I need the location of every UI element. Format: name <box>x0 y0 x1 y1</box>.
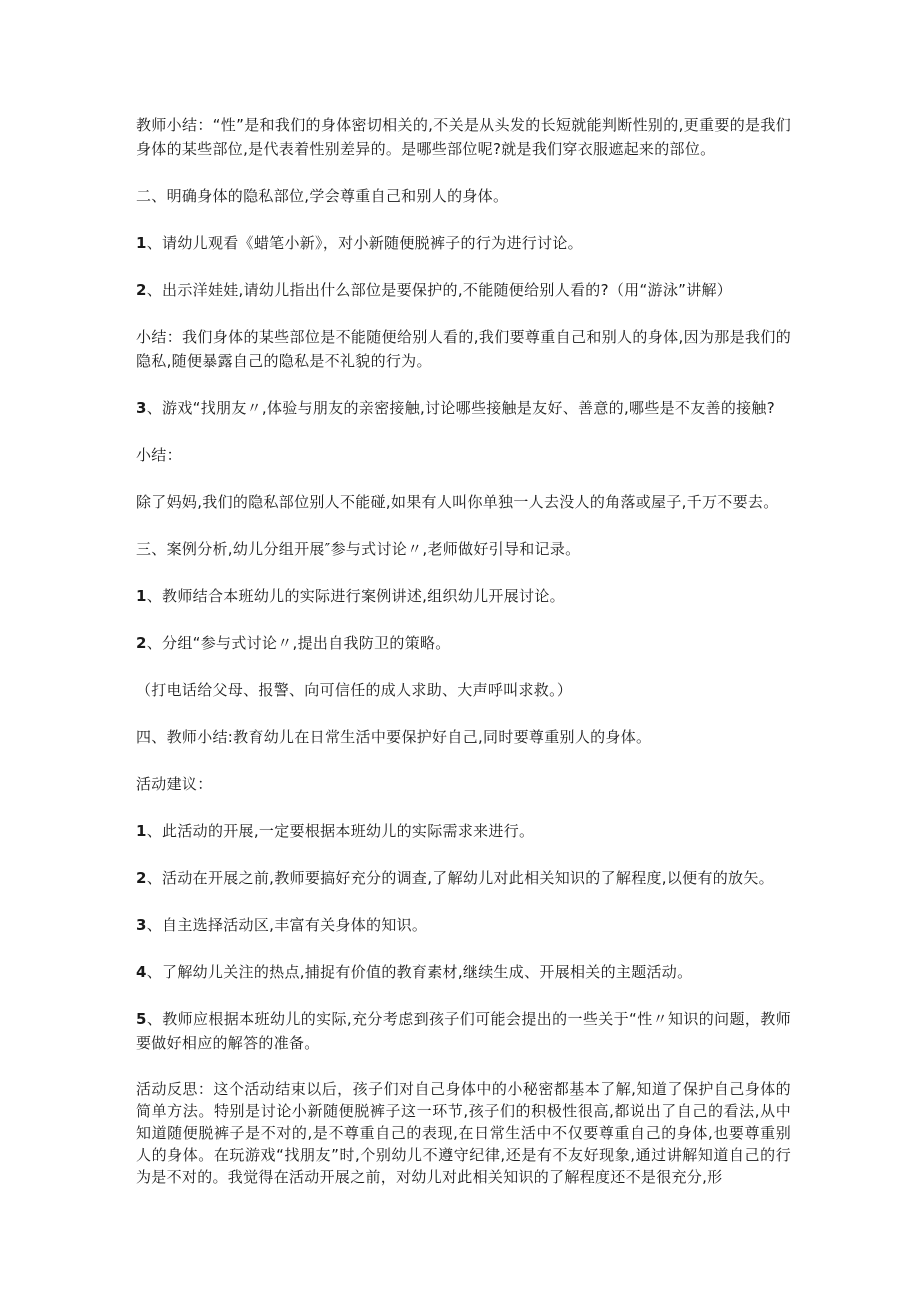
suggestions-heading <box>136 772 791 796</box>
item-number: 3 <box>136 916 147 934</box>
paragraph-text: 三、案例分析,幼儿分组开展″参与式讨论〃,老师做好引导和记录。 <box>136 540 581 558</box>
list-item <box>136 231 791 255</box>
paragraph-text: 除了妈妈,我们的隐私部位别人不能碰,如果有人叫你单独一人去没人的角落或屋子,千万不要去。 <box>136 493 779 511</box>
paragraph-text: 活动建议： <box>136 775 213 793</box>
section-3-heading <box>136 537 791 561</box>
paragraph-text: 、了解幼儿关注的热点,捕捉有价值的教育素材,继续生成、开展相关的主题活动。 <box>146 963 693 981</box>
paragraph-text: 、出示洋娃娃,请幼儿指出什么部位是要保护的,不能随便给别人看的?（用“游泳”讲解） <box>146 281 733 299</box>
paragraph-text: 、自主选择活动区,丰富有关身体的知识。 <box>146 916 428 934</box>
list-item <box>136 278 791 302</box>
list-item <box>136 1007 791 1055</box>
strategy-note <box>136 678 791 702</box>
list-item <box>136 584 791 608</box>
item-number: 2 <box>136 281 147 299</box>
paragraph-text: 小结： <box>136 446 182 464</box>
paragraph-text: 、分组“参与式讨论〃,提出自我防卫的策略。 <box>146 634 451 652</box>
summary-paragraph <box>136 490 791 514</box>
paragraph-text: 、游戏“找朋友〃,体验与朋友的亲密接触,讨论哪些接触是友好、善意的,哪些是不友善的接触? <box>146 399 775 417</box>
paragraph-text: 小结：我们身体的某些部位是不能随便给别人看的,我们要尊重自己和别人的身体,因为那是我们的隐私,随便暴露自己的隐私是不礼貌的行为。 <box>136 328 791 370</box>
section-4-heading <box>136 725 791 749</box>
summary-label <box>136 443 791 467</box>
item-number: 2 <box>136 869 147 887</box>
paragraph-text: （打电话给父母、报警、向可信任的成人求助、大声呼叫求救。） <box>136 681 573 699</box>
section-2-heading <box>136 184 791 208</box>
item-number: 1 <box>136 234 147 252</box>
teacher-summary-paragraph <box>136 113 791 161</box>
paragraph-text: 四、教师小结:教育幼儿在日常生活中要保护好自己,同时要尊重别人的身体。 <box>136 728 652 746</box>
list-item <box>136 866 791 890</box>
paragraph-text: 、请幼儿观看《蜡笔小新》，对小新随便脱裤子的行为进行讨论。 <box>146 234 583 252</box>
paragraph-text: 教师小结：“性”是和我们的身体密切相关的,不关是从头发的长短就能判断性别的,更重要的是我们身体的某些部位,是代表着性别差异的。是哪些部位呢?就是我们穿衣服遮起来的部位。 <box>136 116 791 158</box>
paragraph-text: 二、明确身体的隐私部位,学会尊重自己和别人的身体。 <box>136 187 509 205</box>
document-body <box>136 113 791 1188</box>
list-item <box>136 396 791 420</box>
item-number: 3 <box>136 399 147 417</box>
list-item <box>136 631 791 655</box>
item-number: 4 <box>136 963 147 981</box>
item-number: 1 <box>136 822 147 840</box>
item-number: 1 <box>136 587 147 605</box>
summary-paragraph <box>136 325 791 373</box>
item-number: 5 <box>136 1010 147 1028</box>
list-item <box>136 913 791 937</box>
list-item <box>136 819 791 843</box>
item-number: 2 <box>136 634 147 652</box>
paragraph-text: 、活动在开展之前,教师要搞好充分的调查,了解幼儿对此相关知识的了解程度,以便有的放矢。 <box>146 869 774 887</box>
reflection-paragraph <box>136 1078 791 1188</box>
paragraph-text: 活动反思：这个活动结束以后，孩子们对自己身体中的小秘密都基本了解,知道了保护自己身体的简单方法。特别是讨论小新随便脱裤子这一环节,孩子们的积极性很高,都说出了自己的看法,从中知道随便脱裤子是不对的,是不尊重自己的表现,在日常生活中不仅要尊重自己的身体,也要尊重别人的身体。在玩游戏“找朋友”时,个别幼儿不遵守纪律,还是有不友好现象,通过讲解知道自己的行为是不对的。我觉得在活动开展之前，对幼儿对此相关知识的了解程度还不是很充分,形 <box>136 1080 791 1186</box>
list-item <box>136 960 791 984</box>
paragraph-text: 、此活动的开展,一定要根据本班幼儿的实际需求来进行。 <box>146 822 535 840</box>
paragraph-text: 、教师应根据本班幼儿的实际,充分考虑到孩子们可能会提出的一些关于“性〃知识的问题，教师要做好相应的解答的准备。 <box>136 1010 791 1052</box>
paragraph-text: 、教师结合本班幼儿的实际进行案例讲述,组织幼儿开展讨论。 <box>146 587 565 605</box>
